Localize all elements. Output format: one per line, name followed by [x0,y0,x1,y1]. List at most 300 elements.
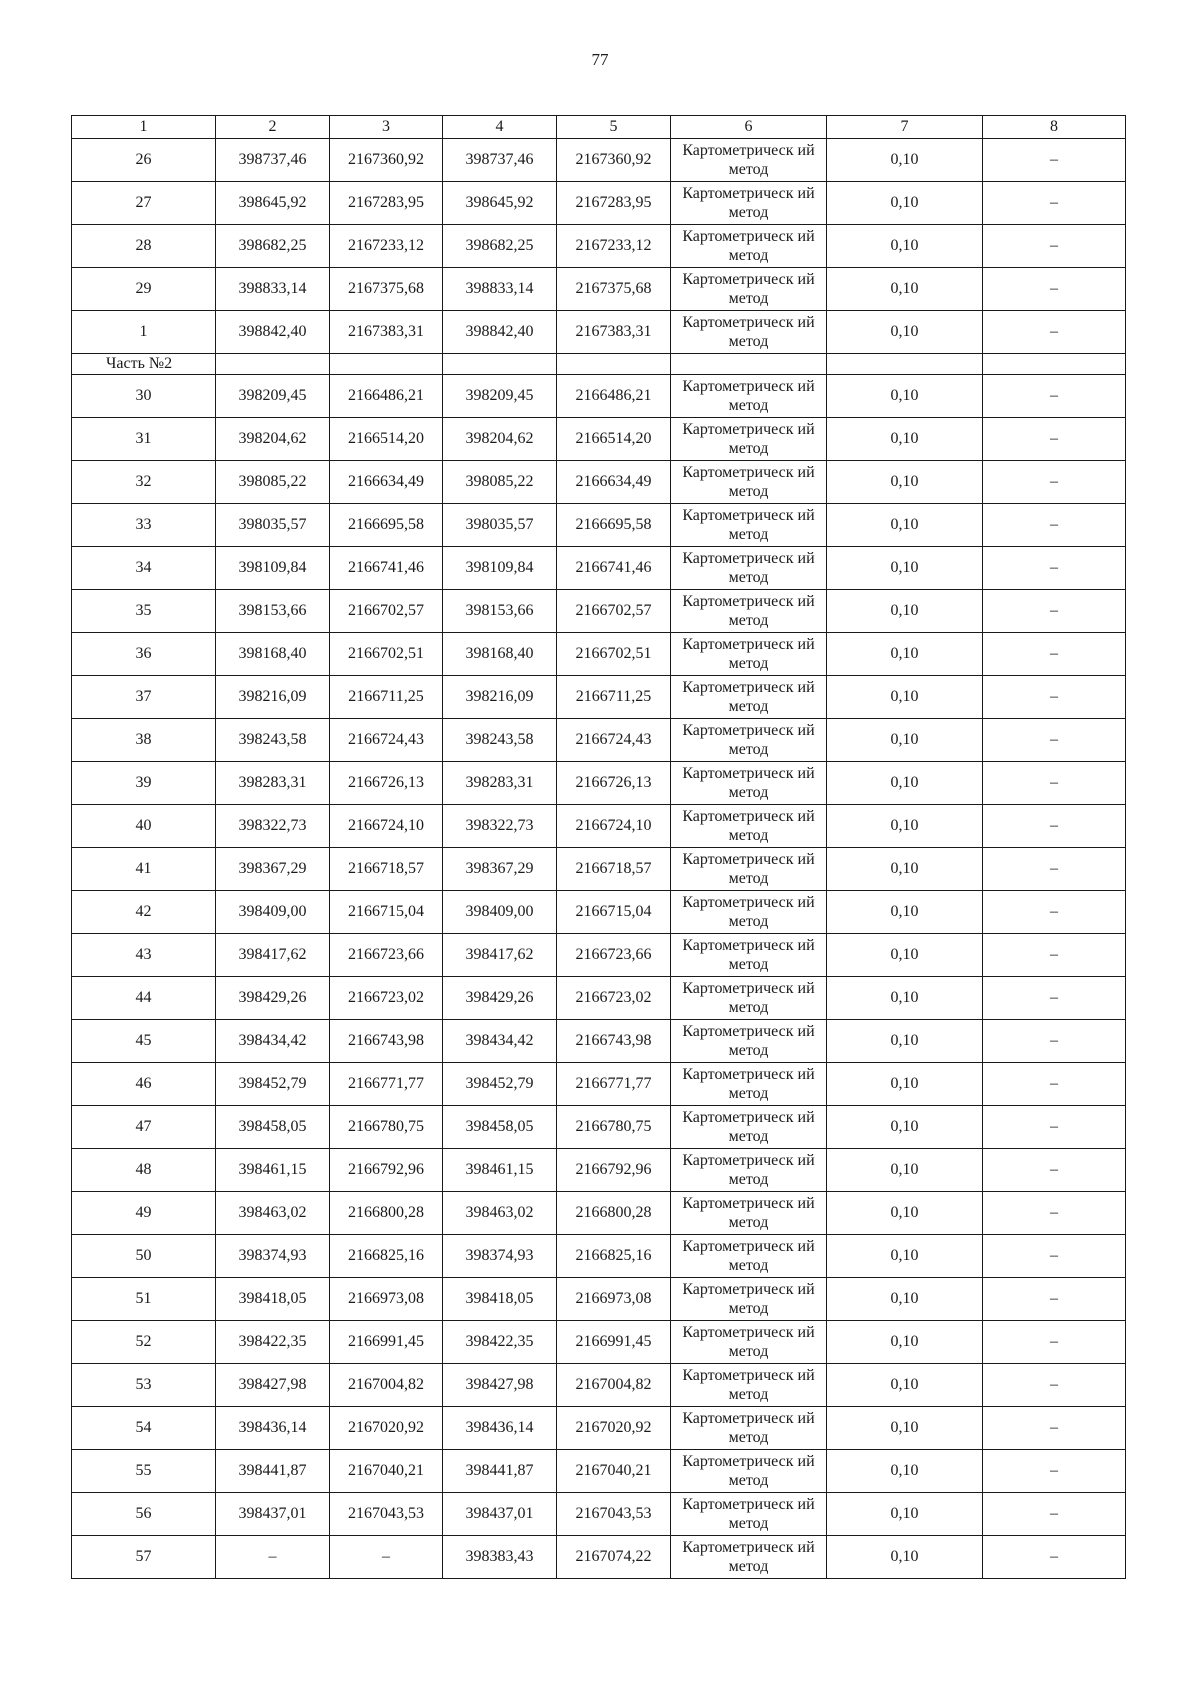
table-row [72,1278,1126,1321]
cell-x-old: 398409,00 [216,891,330,934]
table-row [72,1106,1126,1149]
cell-accuracy: 0,10 [827,1192,983,1235]
cell-note: – [983,719,1126,762]
cell-y-new: 2167360,92 [557,139,671,182]
cell-point-number: 48 [72,1149,216,1192]
cell-y-new: 2167020,92 [557,1407,671,1450]
section-empty-cell [671,354,827,375]
cell-x-old: 398682,25 [216,225,330,268]
cell-y-old: 2166702,51 [330,633,443,676]
cell-x-old: 398367,29 [216,848,330,891]
cell-method: Картометрическ ий метод [671,1493,827,1536]
cell-x-new: 398436,14 [443,1407,557,1450]
cell-y-new: 2167383,31 [557,311,671,354]
cell-y-new: 2166741,46 [557,547,671,590]
cell-point-number: 42 [72,891,216,934]
column-header-3: 3 [330,116,443,139]
section-empty-cell [330,354,443,375]
cell-accuracy: 0,10 [827,1235,983,1278]
cell-note: – [983,1364,1126,1407]
cell-accuracy: 0,10 [827,1063,983,1106]
section-empty-cell [827,354,983,375]
cell-x-old: 398168,40 [216,633,330,676]
cell-method: Картометрическ ий метод [671,805,827,848]
cell-point-number: 50 [72,1235,216,1278]
cell-x-new: 398422,35 [443,1321,557,1364]
cell-note: – [983,1407,1126,1450]
cell-point-number: 32 [72,461,216,504]
section-empty-cell [557,354,671,375]
table-row [72,676,1126,719]
cell-y-new: 2166695,58 [557,504,671,547]
cell-y-old: 2166724,43 [330,719,443,762]
table-row [72,848,1126,891]
cell-accuracy: 0,10 [827,1106,983,1149]
table-row [72,375,1126,418]
cell-y-new: 2166825,16 [557,1235,671,1278]
cell-x-old: 398434,42 [216,1020,330,1063]
cell-point-number: 1 [72,311,216,354]
cell-x-new: 398452,79 [443,1063,557,1106]
cell-point-number: 40 [72,805,216,848]
cell-accuracy: 0,10 [827,590,983,633]
cell-point-number: 36 [72,633,216,676]
cell-x-new: 398209,45 [443,375,557,418]
cell-y-old: 2167040,21 [330,1450,443,1493]
table-row [72,311,1126,354]
cell-y-old: 2166634,49 [330,461,443,504]
cell-x-old: 398436,14 [216,1407,330,1450]
cell-y-old: 2166723,66 [330,934,443,977]
table-row [72,977,1126,1020]
cell-y-new: 2166726,13 [557,762,671,805]
cell-point-number: 54 [72,1407,216,1450]
cell-x-new: 398429,26 [443,977,557,1020]
cell-y-new: 2167375,68 [557,268,671,311]
column-header-1: 1 [72,116,216,139]
cell-y-old: 2167004,82 [330,1364,443,1407]
cell-x-new: 398168,40 [443,633,557,676]
cell-x-new: 398842,40 [443,311,557,354]
cell-accuracy: 0,10 [827,1536,983,1579]
cell-note: – [983,182,1126,225]
cell-y-old: 2166825,16 [330,1235,443,1278]
table-row [72,461,1126,504]
cell-method: Картометрическ ий метод [671,1063,827,1106]
cell-accuracy: 0,10 [827,225,983,268]
cell-accuracy: 0,10 [827,676,983,719]
cell-note: – [983,1020,1126,1063]
cell-x-new: 398427,98 [443,1364,557,1407]
table-row [72,590,1126,633]
cell-point-number: 31 [72,418,216,461]
cell-x-old: 398243,58 [216,719,330,762]
cell-y-old: 2166771,77 [330,1063,443,1106]
cell-x-old: 398441,87 [216,1450,330,1493]
cell-method: Картометрическ ий метод [671,1235,827,1278]
cell-method: Картометрическ ий метод [671,225,827,268]
cell-note: – [983,547,1126,590]
cell-x-old: 398204,62 [216,418,330,461]
cell-note: – [983,225,1126,268]
table-row [72,1020,1126,1063]
cell-x-old: 398035,57 [216,504,330,547]
cell-note: – [983,1536,1126,1579]
table-row [72,504,1126,547]
section-empty-cell [983,354,1126,375]
section-label: Часть №2 [72,354,216,375]
cell-y-old: 2167375,68 [330,268,443,311]
cell-y-old: 2166973,08 [330,1278,443,1321]
cell-x-new: 398458,05 [443,1106,557,1149]
table-row [72,1536,1126,1579]
cell-accuracy: 0,10 [827,977,983,1020]
cell-method: Картометрическ ий метод [671,1407,827,1450]
cell-point-number: 35 [72,590,216,633]
cell-accuracy: 0,10 [827,1321,983,1364]
column-header-4: 4 [443,116,557,139]
cell-y-old: 2166723,02 [330,977,443,1020]
table-row [72,762,1126,805]
cell-note: – [983,504,1126,547]
cell-x-new: 398737,46 [443,139,557,182]
cell-note: – [983,1278,1126,1321]
cell-note: – [983,1321,1126,1364]
cell-note: – [983,139,1126,182]
cell-y-new: 2166991,45 [557,1321,671,1364]
cell-x-new: 398367,29 [443,848,557,891]
cell-x-old: 398216,09 [216,676,330,719]
cell-method: Картометрическ ий метод [671,1192,827,1235]
cell-y-new: 2166514,20 [557,418,671,461]
cell-note: – [983,805,1126,848]
section-empty-cell [216,354,330,375]
cell-y-new: 2166718,57 [557,848,671,891]
coordinates-table [71,115,1126,1579]
cell-point-number: 52 [72,1321,216,1364]
cell-y-new: 2167004,82 [557,1364,671,1407]
cell-x-new: 398645,92 [443,182,557,225]
cell-method: Картометрическ ий метод [671,139,827,182]
cell-x-new: 398441,87 [443,1450,557,1493]
cell-x-new: 398463,02 [443,1192,557,1235]
cell-y-new: 2166711,25 [557,676,671,719]
table-row [72,139,1126,182]
table-row [72,1364,1126,1407]
cell-note: – [983,977,1126,1020]
cell-accuracy: 0,10 [827,1450,983,1493]
cell-note: – [983,461,1126,504]
cell-note: – [983,268,1126,311]
cell-point-number: 39 [72,762,216,805]
cell-method: Картометрическ ий метод [671,848,827,891]
cell-y-old: 2166695,58 [330,504,443,547]
cell-y-old: 2166715,04 [330,891,443,934]
cell-point-number: 28 [72,225,216,268]
cell-note: – [983,1106,1126,1149]
cell-accuracy: 0,10 [827,375,983,418]
cell-method: Картометрическ ий метод [671,1450,827,1493]
cell-point-number: 34 [72,547,216,590]
cell-y-new: 2166486,21 [557,375,671,418]
cell-x-old: 398153,66 [216,590,330,633]
column-header-2: 2 [216,116,330,139]
table-row [72,418,1126,461]
cell-y-new: 2167283,95 [557,182,671,225]
cell-accuracy: 0,10 [827,1020,983,1063]
cell-note: – [983,676,1126,719]
cell-accuracy: 0,10 [827,1493,983,1536]
cell-x-old: 398417,62 [216,934,330,977]
table-row [72,1450,1126,1493]
cell-y-old: – [330,1536,443,1579]
cell-x-old: 398737,46 [216,139,330,182]
cell-note: – [983,762,1126,805]
cell-y-new: 2167074,22 [557,1536,671,1579]
cell-accuracy: 0,10 [827,805,983,848]
cell-method: Картометрическ ий метод [671,1536,827,1579]
cell-x-old: 398109,84 [216,547,330,590]
cell-note: – [983,891,1126,934]
cell-y-new: 2166743,98 [557,1020,671,1063]
table-row [72,934,1126,977]
column-header-7: 7 [827,116,983,139]
cell-point-number: 46 [72,1063,216,1106]
table-row [72,1235,1126,1278]
cell-x-new: 398434,42 [443,1020,557,1063]
cell-x-old: 398429,26 [216,977,330,1020]
cell-note: – [983,1493,1126,1536]
cell-x-new: 398109,84 [443,547,557,590]
cell-accuracy: 0,10 [827,461,983,504]
cell-accuracy: 0,10 [827,418,983,461]
cell-accuracy: 0,10 [827,1364,983,1407]
cell-accuracy: 0,10 [827,268,983,311]
cell-method: Картометрическ ий метод [671,1149,827,1192]
column-header-6: 6 [671,116,827,139]
cell-method: Картометрическ ий метод [671,590,827,633]
cell-y-new: 2166780,75 [557,1106,671,1149]
cell-y-old: 2167383,31 [330,311,443,354]
cell-method: Картометрическ ий метод [671,311,827,354]
table-row [72,1063,1126,1106]
cell-x-old: 398458,05 [216,1106,330,1149]
cell-accuracy: 0,10 [827,547,983,590]
table-row [72,268,1126,311]
cell-x-old: 398833,14 [216,268,330,311]
cell-y-new: 2167233,12 [557,225,671,268]
cell-accuracy: 0,10 [827,139,983,182]
cell-y-new: 2167043,53 [557,1493,671,1536]
cell-accuracy: 0,10 [827,182,983,225]
cell-point-number: 41 [72,848,216,891]
cell-accuracy: 0,10 [827,633,983,676]
cell-note: – [983,375,1126,418]
cell-method: Картометрическ ий метод [671,268,827,311]
cell-point-number: 43 [72,934,216,977]
cell-accuracy: 0,10 [827,891,983,934]
table-row [72,633,1126,676]
cell-point-number: 37 [72,676,216,719]
cell-point-number: 45 [72,1020,216,1063]
cell-point-number: 49 [72,1192,216,1235]
cell-accuracy: 0,10 [827,504,983,547]
cell-method: Картометрическ ий метод [671,418,827,461]
table-row [72,805,1126,848]
cell-y-old: 2167360,92 [330,139,443,182]
cell-x-new: 398153,66 [443,590,557,633]
cell-x-old: 398322,73 [216,805,330,848]
cell-method: Картометрическ ий метод [671,891,827,934]
cell-method: Картометрическ ий метод [671,1278,827,1321]
cell-method: Картометрическ ий метод [671,1321,827,1364]
cell-x-old: 398842,40 [216,311,330,354]
cell-x-old: 398427,98 [216,1364,330,1407]
cell-y-new: 2166715,04 [557,891,671,934]
cell-x-old: 398209,45 [216,375,330,418]
cell-method: Картометрическ ий метод [671,977,827,1020]
cell-accuracy: 0,10 [827,719,983,762]
cell-y-old: 2166741,46 [330,547,443,590]
table-row [72,225,1126,268]
cell-y-old: 2166486,21 [330,375,443,418]
cell-x-old: 398645,92 [216,182,330,225]
cell-note: – [983,1192,1126,1235]
cell-x-new: 398035,57 [443,504,557,547]
cell-point-number: 51 [72,1278,216,1321]
cell-x-new: 398417,62 [443,934,557,977]
cell-y-old: 2166718,57 [330,848,443,891]
cell-point-number: 55 [72,1450,216,1493]
cell-y-new: 2166973,08 [557,1278,671,1321]
cell-y-old: 2166743,98 [330,1020,443,1063]
table-row [72,719,1126,762]
cell-accuracy: 0,10 [827,1149,983,1192]
cell-note: – [983,934,1126,977]
cell-method: Картометрическ ий метод [671,547,827,590]
cell-y-new: 2166723,66 [557,934,671,977]
cell-point-number: 29 [72,268,216,311]
cell-point-number: 44 [72,977,216,1020]
table-row [72,1407,1126,1450]
cell-x-new: 398085,22 [443,461,557,504]
cell-y-old: 2166514,20 [330,418,443,461]
column-header-5: 5 [557,116,671,139]
cell-x-old: 398283,31 [216,762,330,805]
cell-x-new: 398437,01 [443,1493,557,1536]
cell-accuracy: 0,10 [827,762,983,805]
cell-method: Картометрическ ий метод [671,1020,827,1063]
cell-point-number: 53 [72,1364,216,1407]
cell-point-number: 56 [72,1493,216,1536]
cell-y-new: 2166724,43 [557,719,671,762]
cell-y-old: 2166726,13 [330,762,443,805]
cell-point-number: 33 [72,504,216,547]
cell-x-old: – [216,1536,330,1579]
cell-x-old: 398463,02 [216,1192,330,1235]
cell-y-old: 2167020,92 [330,1407,443,1450]
cell-y-new: 2166702,51 [557,633,671,676]
table-row [72,891,1126,934]
section-empty-cell [443,354,557,375]
cell-y-old: 2166702,57 [330,590,443,633]
cell-x-new: 398322,73 [443,805,557,848]
table-row [72,1493,1126,1536]
cell-y-old: 2167283,95 [330,182,443,225]
cell-x-new: 398409,00 [443,891,557,934]
table-row [72,182,1126,225]
cell-method: Картометрическ ий метод [671,1106,827,1149]
cell-method: Картометрическ ий метод [671,504,827,547]
cell-x-old: 398461,15 [216,1149,330,1192]
cell-method: Картометрическ ий метод [671,762,827,805]
cell-method: Картометрическ ий метод [671,182,827,225]
cell-accuracy: 0,10 [827,1407,983,1450]
table-header-row [72,116,1126,139]
cell-point-number: 57 [72,1536,216,1579]
cell-x-old: 398085,22 [216,461,330,504]
cell-y-new: 2166723,02 [557,977,671,1020]
cell-y-old: 2166780,75 [330,1106,443,1149]
cell-x-old: 398418,05 [216,1278,330,1321]
cell-x-old: 398437,01 [216,1493,330,1536]
cell-accuracy: 0,10 [827,934,983,977]
cell-y-old: 2166724,10 [330,805,443,848]
table-row [72,547,1126,590]
cell-method: Картометрическ ий метод [671,934,827,977]
table-row [72,1321,1126,1364]
cell-note: – [983,1450,1126,1493]
table-row [72,1192,1126,1235]
cell-note: – [983,418,1126,461]
cell-x-new: 398216,09 [443,676,557,719]
cell-point-number: 27 [72,182,216,225]
cell-method: Картометрическ ий метод [671,676,827,719]
cell-y-old: 2167233,12 [330,225,443,268]
cell-accuracy: 0,10 [827,1278,983,1321]
table-body [72,116,1126,1579]
cell-y-new: 2167040,21 [557,1450,671,1493]
cell-x-new: 398243,58 [443,719,557,762]
cell-x-new: 398204,62 [443,418,557,461]
cell-y-old: 2167043,53 [330,1493,443,1536]
section-row [72,354,1126,375]
page-number: 77 [591,50,609,69]
cell-method: Картометрическ ий метод [671,719,827,762]
cell-accuracy: 0,10 [827,311,983,354]
cell-note: – [983,1063,1126,1106]
cell-x-new: 398418,05 [443,1278,557,1321]
cell-x-old: 398374,93 [216,1235,330,1278]
cell-point-number: 38 [72,719,216,762]
cell-method: Картометрическ ий метод [671,633,827,676]
cell-point-number: 47 [72,1106,216,1149]
cell-y-new: 2166724,10 [557,805,671,848]
cell-x-new: 398383,43 [443,1536,557,1579]
cell-y-old: 2166792,96 [330,1149,443,1192]
cell-x-old: 398422,35 [216,1321,330,1364]
column-header-8: 8 [983,116,1126,139]
cell-point-number: 26 [72,139,216,182]
cell-x-new: 398461,15 [443,1149,557,1192]
cell-accuracy: 0,10 [827,848,983,891]
cell-method: Картометрическ ий метод [671,375,827,418]
cell-x-old: 398452,79 [216,1063,330,1106]
cell-method: Картометрическ ий метод [671,461,827,504]
cell-y-new: 2166634,49 [557,461,671,504]
cell-note: – [983,1235,1126,1278]
cell-method: Картометрическ ий метод [671,1364,827,1407]
